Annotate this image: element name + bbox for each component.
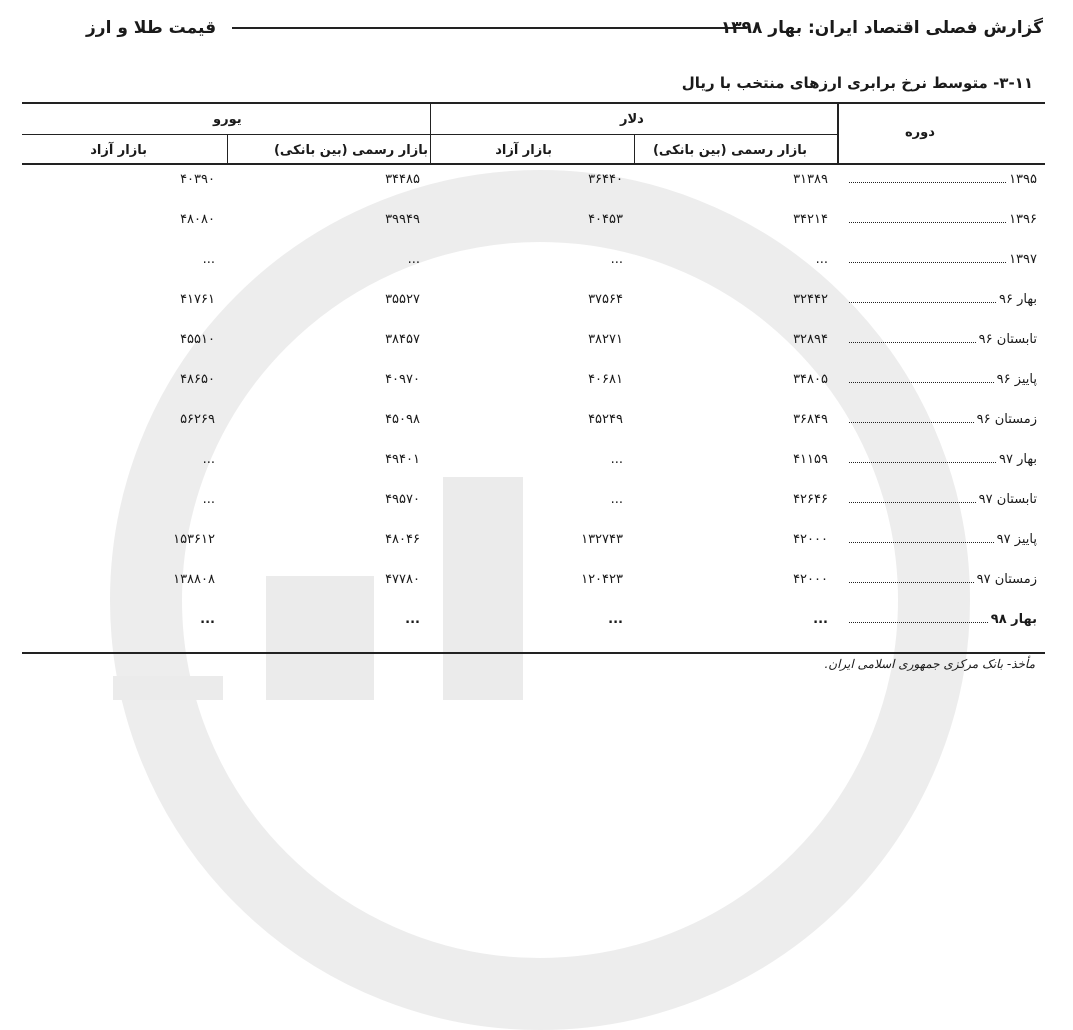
period-cell	[849, 332, 1037, 347]
cell-usd-official: ...	[813, 612, 828, 627]
period-cell	[849, 612, 1037, 627]
cell-usd-free: ...	[610, 252, 623, 267]
dot-leader	[849, 621, 988, 623]
cell-usd-free: ۴۰۶۸۱	[588, 372, 623, 387]
dot-leader	[849, 181, 1006, 183]
table-title: ۳-۱۱- متوسط نرخ برابری ارزهای منتخب با ریال	[681, 74, 1033, 92]
cell-usd-free: ۱۳۲۷۴۳	[581, 532, 623, 547]
cell-eur-free: ۴۸۰۸۰	[180, 212, 215, 227]
cell-usd-official: ۴۱۱۵۹	[793, 452, 828, 467]
dot-leader	[849, 341, 976, 343]
cell-eur-official: ۴۰۹۷۰	[385, 372, 420, 387]
period-cell	[849, 252, 1037, 267]
cell-eur-free: ۱۵۳۶۱۲	[173, 532, 215, 547]
period-label: ۱۳۹۵	[1009, 172, 1037, 187]
table-top-rule	[22, 102, 1045, 104]
cell-usd-free: ۳۷۵۶۴	[588, 292, 623, 307]
dot-leader	[849, 541, 994, 543]
cell-eur-official: ۳۵۵۲۷	[385, 292, 420, 307]
dot-leader	[849, 261, 1006, 263]
cell-eur-official: ۳۸۴۵۷	[385, 332, 420, 347]
period-label: بهار ۹۸	[990, 612, 1037, 627]
cell-usd-official: ۳۲۴۴۲	[793, 292, 828, 307]
dot-leader	[849, 381, 994, 383]
cell-usd-official: ۳۲۸۹۴	[793, 332, 828, 347]
cell-usd-official: ۳۱۳۸۹	[793, 172, 828, 187]
period-label: پاییز ۹۶	[996, 372, 1037, 387]
eur-free-header: بازار آزاد	[90, 143, 147, 158]
dot-leader	[849, 581, 974, 583]
euro-group-header: یورو	[213, 112, 242, 127]
cell-usd-official: ۴۲۶۴۶	[793, 492, 828, 507]
period-header: دوره	[905, 125, 935, 140]
usd-official-header: بازار رسمی (بین بانکی)	[652, 143, 807, 158]
cell-eur-official: ...	[407, 252, 420, 267]
header-rule	[232, 27, 747, 29]
cell-eur-official: ۴۸۰۴۶	[385, 532, 420, 547]
cell-usd-free: ۳۸۲۷۱	[588, 332, 623, 347]
period-label: بهار ۹۶	[999, 292, 1037, 307]
cell-eur-free: ۴۵۵۱۰	[180, 332, 215, 347]
cell-usd-free: ۴۰۴۵۳	[588, 212, 623, 227]
cell-eur-official: ۴۷۷۸۰	[385, 572, 420, 587]
period-label: زمستان ۹۷	[976, 572, 1037, 587]
cell-eur-free: ۵۶۲۶۹	[180, 412, 215, 427]
cell-eur-official: ...	[405, 612, 420, 627]
period-cell	[849, 412, 1037, 427]
cell-usd-free: ...	[608, 612, 623, 627]
period-cell	[849, 292, 1037, 307]
cell-eur-official: ۳۹۹۴۹	[385, 212, 420, 227]
period-label: ۱۳۹۶	[1009, 212, 1037, 227]
table-bottom-rule	[22, 652, 1045, 654]
cell-usd-free: ۳۶۴۴۰	[588, 172, 623, 187]
cell-usd-free: ۱۲۰۴۲۳	[581, 572, 623, 587]
section-title: قیمت طلا و ارز	[86, 18, 217, 38]
header-divider-period	[837, 103, 839, 163]
dot-leader	[849, 501, 976, 503]
cell-eur-free: ...	[202, 252, 215, 267]
cell-usd-official: ۳۶۸۴۹	[793, 412, 828, 427]
cell-usd-official: ۴۲۰۰۰	[793, 532, 828, 547]
period-label: تابستان ۹۶	[978, 332, 1037, 347]
usd-free-header: بازار آزاد	[495, 143, 552, 158]
period-cell	[849, 572, 1037, 587]
period-label: زمستان ۹۶	[976, 412, 1037, 427]
cell-usd-official: ...	[815, 252, 828, 267]
period-cell	[849, 532, 1037, 547]
cell-eur-free: ۱۳۸۸۰۸	[173, 572, 215, 587]
cell-usd-official: ۳۴۲۱۴	[793, 212, 828, 227]
period-cell	[849, 212, 1037, 227]
header-divider-usd	[634, 134, 635, 163]
period-label: بهار ۹۷	[999, 452, 1037, 467]
cell-eur-free: ۴۰۳۹۰	[180, 172, 215, 187]
cell-eur-official: ۳۴۴۸۵	[385, 172, 420, 187]
dot-leader	[849, 461, 996, 463]
dot-leader	[849, 421, 974, 423]
cell-eur-official: ۴۹۵۷۰	[385, 492, 420, 507]
cell-eur-free: ...	[200, 612, 215, 627]
period-cell	[849, 172, 1037, 187]
period-cell	[849, 492, 1037, 507]
period-label: تابستان ۹۷	[978, 492, 1037, 507]
cell-usd-free: ...	[610, 492, 623, 507]
cell-usd-free: ۴۵۲۴۹	[588, 412, 623, 427]
cell-eur-official: ۴۵۰۹۸	[385, 412, 420, 427]
period-cell	[849, 372, 1037, 387]
cell-usd-official: ۴۲۰۰۰	[793, 572, 828, 587]
header-divider-groups	[430, 103, 431, 163]
eur-official-header: بازار رسمی (بین بانکی)	[273, 143, 428, 158]
dot-leader	[849, 221, 1006, 223]
report-title: گزارش فصلی اقتصاد ایران: بهار ۱۳۹۸	[720, 18, 1043, 38]
cell-usd-free: ...	[610, 452, 623, 467]
group-header-rule	[22, 134, 837, 135]
header-divider-eur	[227, 134, 228, 163]
cell-eur-free: ۴۱۷۶۱	[180, 292, 215, 307]
cell-eur-free: ...	[202, 492, 215, 507]
cell-eur-free: ۴۸۶۵۰	[180, 372, 215, 387]
dot-leader	[849, 301, 996, 303]
period-label: پاییز ۹۷	[996, 532, 1037, 547]
cell-usd-official: ۳۴۸۰۵	[793, 372, 828, 387]
dollar-group-header: دلار	[620, 112, 644, 127]
cell-eur-free: ...	[202, 452, 215, 467]
header-bottom-rule	[22, 163, 1045, 165]
period-label: ۱۳۹۷	[1009, 252, 1037, 267]
source-note: مأخذ- بانک مرکزی جمهوری اسلامی ایران.	[824, 657, 1035, 671]
period-cell	[849, 452, 1037, 467]
cell-eur-official: ۴۹۴۰۱	[385, 452, 420, 467]
